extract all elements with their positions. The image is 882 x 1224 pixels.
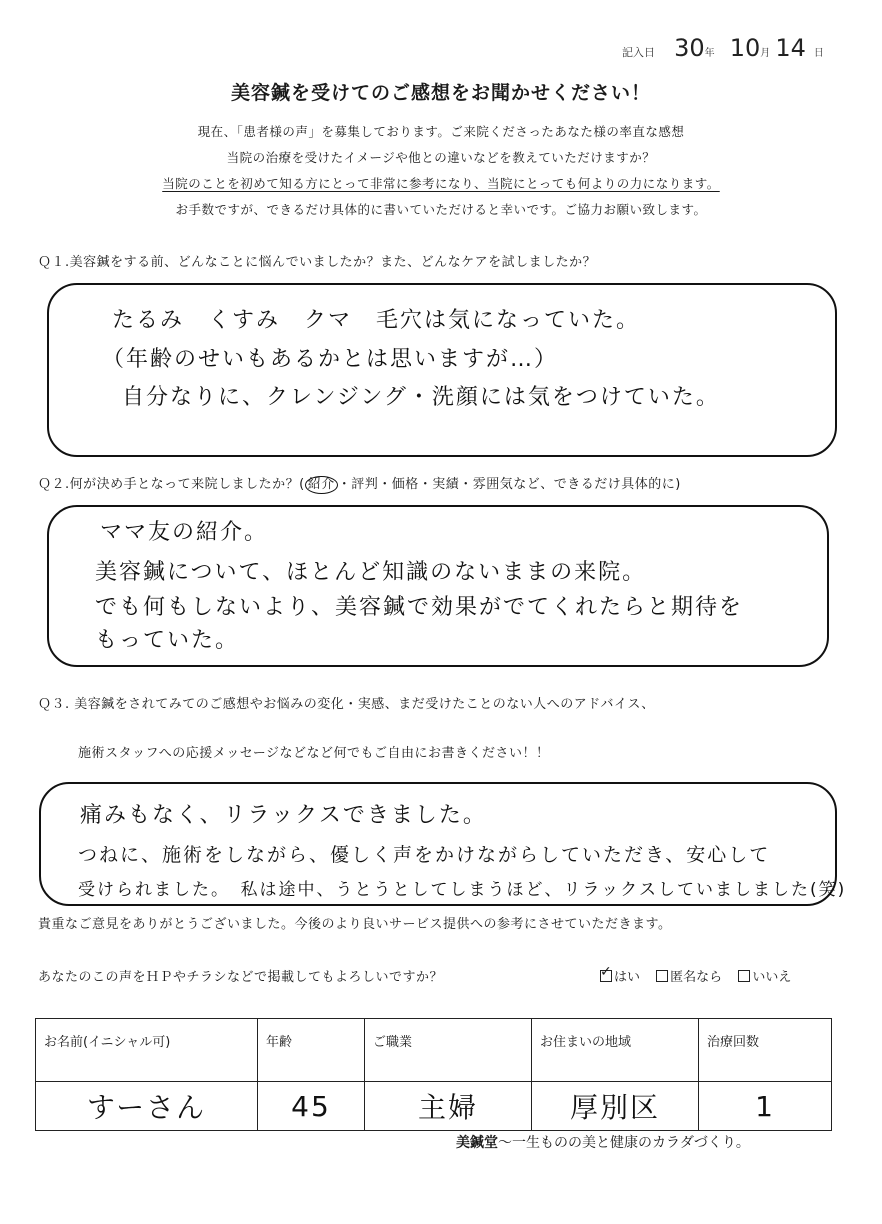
intro-line-2: 当院の治療を受けたイメージや他との違いなどを教えていただけますか？ [226, 150, 656, 165]
entry-date [622, 34, 824, 62]
q1-answer-line-2: （年齢のせいもあるかとは思いますが…） [102, 347, 559, 372]
q2-circled-option: 紹介 [305, 476, 338, 494]
footer-brand: 美鍼堂 [456, 1135, 498, 1151]
q2-answer-line-1: ママ友の紹介。 [100, 520, 269, 545]
intro-line-3: 当院のことを初めて知る方にとって非常に参考になり、当院にとっても何よりの力になります。 [162, 176, 720, 191]
intro-line-1: 現在、「患者様の声」を募集しております。ご来院くださったあなた様の率直な感想 [197, 124, 685, 139]
date-label: 記入日 [622, 46, 655, 59]
q3-question-line-1: Ｑ３. 美容鍼をされてみてのご感想やお悩みの変化・実感、まだ受けたことのない人へのアドバイス、 [38, 697, 655, 712]
header-occupation: ご職業 [365, 1019, 532, 1082]
respondent-info-table [35, 1018, 832, 1131]
value-visits[interactable]: 1 [699, 1082, 832, 1131]
q1-answer-line-3: 自分なりに、クレンジング・洗顔には気をつけていた。 [122, 385, 720, 410]
q2-answer-line-4: もっていた。 [95, 628, 240, 653]
consent-question: あなたのこの声をＨＰやチラシなどで掲載してもよろしいですか？ [38, 970, 444, 985]
checkbox-checked-icon[interactable] [600, 970, 612, 982]
consent-option-anonymous[interactable] [656, 970, 722, 985]
value-age[interactable]: 45 [258, 1082, 365, 1131]
consent-option-anonymous-label: 匿名なら [670, 970, 723, 985]
header-name: お名前(イニシャル可) [36, 1019, 258, 1082]
q2-answer-line-3: でも何もしないより、美容鍼で効果がでてくれたらと期待を [95, 595, 744, 620]
value-occupation[interactable]: 主婦 [365, 1082, 532, 1131]
q1-answer-line-1: たるみ くすみ クマ 毛穴は気になっていた。 [112, 308, 641, 333]
date-year: 30 [674, 34, 705, 62]
q3-answer-line-2: つねに、施術をしながら、優しく声をかけながらしていただき、安心して [78, 844, 771, 866]
page-title: 美容鍼を受けてのご感想をお聞かせください！ [230, 82, 651, 104]
q2-question-suffix: ・評判・価格・実績・雰囲気など、できるだけ具体的に) [337, 477, 681, 492]
date-year-unit: 年 [704, 48, 715, 59]
intro-line-4: お手数ですが、できるだけ具体的に書いていただけると幸いです。ご協力お願い致します。 [175, 202, 707, 217]
header-area: お住まいの地域 [532, 1019, 699, 1082]
date-day: 14 [775, 34, 806, 62]
thanks-message: 貴重なご意見をありがとうございました。今後のより良いサービス提供への参考にさせていただきます。 [38, 917, 672, 932]
date-month: 10 [729, 34, 761, 62]
q1-question: Ｑ１.美容鍼をする前、どんなことに悩んでいましたか？また、どんなケアを試しましたか？ [38, 255, 597, 270]
date-day-unit: 日 [813, 48, 824, 59]
footer-tagline: ～一生ものの美と健康のカラダづくり。 [498, 1135, 750, 1151]
header-age: 年齢 [258, 1019, 365, 1082]
checkbox-icon[interactable] [738, 970, 750, 982]
checkbox-icon[interactable] [656, 970, 668, 982]
q3-answer-line-1: 痛みもなく、リラックスできました。 [80, 803, 487, 828]
q2-question-prefix: Ｑ２.何が決め手となって来院しましたか？( [38, 477, 305, 492]
date-month-unit: 月 [760, 48, 771, 59]
consent-options [600, 966, 791, 985]
consent-option-no-label: いいえ [752, 970, 792, 985]
q2-question [38, 473, 681, 494]
consent-option-yes[interactable] [600, 970, 640, 985]
consent-option-no[interactable] [738, 970, 791, 985]
q3-question-line-2: 施術スタッフへの応援メッセージなどなど何でもご自由にお書きください！！ [78, 746, 550, 761]
header-visits: 治療回数 [699, 1019, 832, 1082]
table-header-row [36, 1019, 832, 1082]
value-area[interactable]: 厚別区 [532, 1082, 699, 1131]
q3-answer-line-3: 受けられました。 私は途中、うとうとしてしまうほど、リラックスしていましました(笑) [78, 880, 847, 900]
consent-option-yes-label: はい [614, 970, 641, 985]
footer [456, 1132, 750, 1152]
value-name[interactable]: すーさん [36, 1082, 258, 1131]
table-value-row [36, 1082, 832, 1131]
q2-answer-line-2: 美容鍼について、ほとんど知識のないままの来院。 [95, 560, 647, 585]
